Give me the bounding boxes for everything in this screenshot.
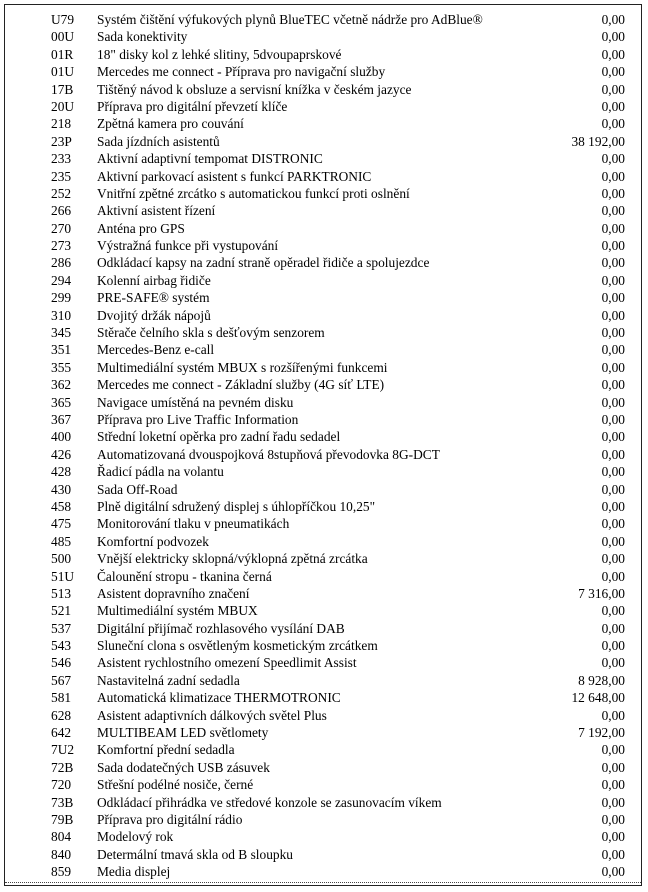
option-code: 51U [51, 568, 75, 584]
option-description: Vnější elektricky sklopná/výklopná zpětná zrcátka [97, 551, 368, 567]
option-code: 475 [51, 516, 72, 532]
option-price: 0,00 [601, 116, 625, 132]
option-code: 01U [51, 64, 75, 80]
table-row [5, 515, 641, 532]
table-row [5, 689, 641, 706]
table-row [5, 220, 641, 237]
option-description: Příprava pro digitální převzetí klíče [97, 98, 288, 114]
option-code: 458 [51, 498, 72, 514]
option-description: Čalounění stropu - tkanina černá [97, 568, 272, 584]
option-code: 642 [51, 725, 72, 741]
option-description: Media displej [97, 864, 171, 880]
option-code: 367 [51, 411, 72, 427]
option-code: U79 [51, 12, 75, 27]
table-row [5, 28, 641, 45]
option-price: 0,00 [601, 220, 625, 236]
option-description: Vnitřní zpětné zrcátko s automatickou funkcí proti oslnění [97, 185, 410, 201]
option-code: 310 [51, 307, 72, 323]
option-code: 270 [51, 220, 72, 236]
option-price: 0,00 [601, 411, 625, 427]
option-price: 12 648,00 [571, 690, 625, 706]
table-row [5, 168, 641, 185]
table-row [5, 428, 641, 445]
option-description: Řadicí pádla na volantu [97, 464, 224, 480]
option-price: 7 316,00 [578, 585, 625, 601]
option-description: Kolenní airbag řidiče [97, 272, 211, 288]
option-price: 8 928,00 [578, 672, 625, 688]
option-code: 7U2 [51, 742, 75, 758]
option-code: 00U [51, 29, 75, 45]
option-price: 7 192,00 [578, 725, 625, 741]
option-price: 0,00 [601, 446, 625, 462]
option-price: 0,00 [601, 742, 625, 758]
option-code: 430 [51, 481, 72, 497]
option-description: PRE-SAFE® systém [97, 290, 210, 306]
option-description: MULTIBEAM LED světlomety [97, 725, 269, 741]
table-row [5, 550, 641, 567]
table-row [5, 411, 641, 428]
option-price: 0,00 [601, 794, 625, 810]
table-row [5, 272, 641, 289]
option-description: Monitorování tlaku v pneumatikách [97, 516, 290, 532]
option-description: Modelový rok [97, 829, 174, 845]
table-row [5, 602, 641, 619]
option-description: Mercedes me connect - Základní služby (4G síť LTE) [97, 377, 385, 393]
option-price: 0,00 [601, 638, 625, 654]
option-code: 400 [51, 429, 72, 445]
option-price: 0,00 [601, 429, 625, 445]
option-code: 17B [51, 81, 74, 97]
option-price: 0,00 [601, 290, 625, 306]
option-price: 0,00 [601, 498, 625, 514]
option-description: 18" disky kol z lehké slitiny, 5dvoupaprskové [97, 46, 342, 62]
option-price: 0,00 [601, 603, 625, 619]
table-row [5, 324, 641, 341]
option-code: 252 [51, 185, 72, 201]
option-price: 0,00 [601, 707, 625, 723]
table-row [5, 289, 641, 306]
option-description: Multimediální systém MBUX s rozšířenými funkcemi [97, 359, 388, 375]
option-code: 537 [51, 620, 72, 636]
table-row [5, 724, 641, 741]
option-price: 0,00 [601, 272, 625, 288]
table-row [5, 672, 641, 689]
option-price: 0,00 [601, 29, 625, 45]
table-row [5, 341, 641, 358]
option-description: Asistent rychlostního omezení Speedlimit Assist [97, 655, 357, 671]
option-code: 351 [51, 342, 72, 358]
table-row [5, 81, 641, 98]
option-price: 0,00 [601, 481, 625, 497]
table-row [5, 463, 641, 480]
option-description: Multimediální systém MBUX [97, 603, 258, 619]
option-description: Sluneční clona s osvětleným kosmetickým zrcátkem [97, 638, 378, 654]
option-description: Odkládací přihrádka ve středové konzole se zasunovacím víkem [97, 794, 442, 810]
table-row [5, 11, 641, 28]
table-row [5, 776, 641, 793]
option-code: 266 [51, 203, 72, 219]
option-code: 521 [51, 603, 72, 619]
option-code: 485 [51, 533, 72, 549]
table-row [5, 863, 641, 880]
option-code: 840 [51, 846, 72, 862]
option-price: 0,00 [601, 516, 625, 532]
table-row [5, 637, 641, 654]
option-description: Příprava pro Live Traffic Information [97, 411, 299, 427]
table-row [5, 654, 641, 671]
option-description: Navigace umístěná na pevném disku [97, 394, 294, 410]
table-row [5, 794, 641, 811]
option-code: 299 [51, 290, 72, 306]
option-code: 01R [51, 46, 74, 62]
option-code: 355 [51, 359, 72, 375]
table-row [5, 63, 641, 80]
option-code: 428 [51, 464, 72, 480]
table-row [5, 46, 641, 63]
option-description: Aktivní asistent řízení [97, 203, 216, 219]
option-description: Střední loketní opěrka pro zadní řadu sedadel [97, 429, 341, 445]
table-row [5, 98, 641, 115]
table-row [5, 254, 641, 271]
option-code: 365 [51, 394, 72, 410]
option-description: Komfortní podvozek [97, 533, 209, 549]
option-description: Systém čištění výfukových plynů BlueTEC včetně nádrže pro AdBlue® [97, 12, 483, 27]
table-row [5, 359, 641, 376]
option-price: 0,00 [601, 359, 625, 375]
table-row [5, 741, 641, 758]
option-price: 0,00 [601, 151, 625, 167]
option-code: 286 [51, 255, 72, 271]
option-price: 0,00 [601, 568, 625, 584]
option-description: Anténa pro GPS [97, 220, 185, 236]
table-row [5, 620, 641, 637]
option-code: 513 [51, 585, 72, 601]
table-row [5, 498, 641, 515]
option-code: 543 [51, 638, 72, 654]
table-row [5, 811, 641, 828]
option-price: 0,00 [601, 533, 625, 549]
options-list [5, 11, 641, 881]
option-code: 20U [51, 98, 75, 114]
option-description: Asistent dopravního značení [97, 585, 250, 601]
option-code: 23P [51, 133, 72, 149]
option-price: 0,00 [601, 12, 625, 27]
option-price: 0,00 [601, 64, 625, 80]
option-description: Odkládací kapsy na zadní straně opěradel řidiče a spolujezdce [97, 255, 430, 271]
option-code: 426 [51, 446, 72, 462]
option-price: 0,00 [601, 864, 625, 880]
table-row [5, 307, 641, 324]
option-code: 546 [51, 655, 72, 671]
option-description: Automatizovaná dvouspojková 8stupňová převodovka 8G-DCT [97, 446, 440, 462]
table-row [5, 759, 641, 776]
table-row [5, 150, 641, 167]
option-description: Tištěný návod k obsluze a servisní knížka v českém jazyce [97, 81, 412, 97]
option-description: Dvojitý držák nápojů [97, 307, 211, 323]
option-price: 0,00 [601, 46, 625, 62]
table-row [5, 707, 641, 724]
table-row [5, 115, 641, 132]
option-price: 0,00 [601, 759, 625, 775]
option-price: 0,00 [601, 777, 625, 793]
table-row [5, 533, 641, 550]
option-description: Nastavitelná zadní sedadla [97, 672, 240, 688]
table-row [5, 828, 641, 845]
option-code: 79B [51, 811, 74, 827]
option-price: 38 192,00 [571, 133, 625, 149]
option-description: Stěrače čelního skla s dešťovým senzorem [97, 325, 325, 341]
table-row [5, 133, 641, 150]
option-code: 273 [51, 238, 72, 254]
option-price: 0,00 [601, 620, 625, 636]
option-code: 294 [51, 272, 72, 288]
table-row [5, 446, 641, 463]
table-row [5, 202, 641, 219]
option-code: 345 [51, 325, 72, 341]
table-row [5, 846, 641, 863]
option-code: 859 [51, 864, 72, 880]
option-code: 567 [51, 672, 72, 688]
option-price: 0,00 [601, 394, 625, 410]
option-description: Sada dodatečných USB zásuvek [97, 759, 270, 775]
option-description: Komfortní přední sedadla [97, 742, 235, 758]
option-code: 218 [51, 116, 72, 132]
option-code: 72B [51, 759, 74, 775]
option-price: 0,00 [601, 655, 625, 671]
option-price: 0,00 [601, 846, 625, 862]
option-price: 0,00 [601, 342, 625, 358]
option-price: 0,00 [601, 464, 625, 480]
option-price: 0,00 [601, 377, 625, 393]
option-code: 500 [51, 551, 72, 567]
option-description: Příprava pro digitální rádio [97, 811, 243, 827]
option-price: 0,00 [601, 185, 625, 201]
option-code: 73B [51, 794, 74, 810]
option-price: 0,00 [601, 255, 625, 271]
option-code: 804 [51, 829, 72, 845]
option-description: Mercedes-Benz e-call [97, 342, 215, 358]
option-code: 233 [51, 151, 72, 167]
option-price: 0,00 [601, 325, 625, 341]
options-table [4, 4, 642, 886]
option-description: Digitální přijímač rozhlasového vysílání DAB [97, 620, 345, 636]
option-price: 0,00 [601, 168, 625, 184]
option-price: 0,00 [601, 811, 625, 827]
table-row [5, 394, 641, 411]
option-description: Výstražná funkce při vystupování [97, 238, 279, 254]
option-description: Determální tmavá skla od B sloupku [97, 846, 293, 862]
option-code: 235 [51, 168, 72, 184]
table-row [5, 481, 641, 498]
option-price: 0,00 [601, 238, 625, 254]
table-row [5, 185, 641, 202]
option-description: Automatická klimatizace THERMOTRONIC [97, 690, 341, 706]
option-price: 0,00 [601, 98, 625, 114]
option-description: Střešní podélné nosiče, černé [97, 777, 254, 793]
option-description: Aktivní adaptivní tempomat DISTRONIC [97, 151, 323, 167]
option-description: Sada konektivity [97, 29, 188, 45]
option-price: 0,00 [601, 81, 625, 97]
option-price: 0,00 [601, 307, 625, 323]
option-description: Mercedes me connect - Příprava pro navigační služby [97, 64, 386, 80]
option-code: 720 [51, 777, 72, 793]
option-code: 628 [51, 707, 72, 723]
option-description: Aktivní parkovací asistent s funkcí PARKTRONIC [97, 168, 372, 184]
option-description: Sada jízdních asistentů [97, 133, 220, 149]
table-row [5, 237, 641, 254]
option-description: Sada Off-Road [97, 481, 178, 497]
table-row [5, 585, 641, 602]
option-description: Asistent adaptivních dálkových světel Plus [97, 707, 327, 723]
table-row [5, 568, 641, 585]
option-price: 0,00 [601, 829, 625, 845]
table-row [5, 376, 641, 393]
option-code: 581 [51, 690, 72, 706]
option-description: Zpětná kamera pro couvání [97, 116, 244, 132]
option-price: 0,00 [601, 203, 625, 219]
option-code: 362 [51, 377, 72, 393]
option-price: 0,00 [601, 551, 625, 567]
option-description: Plně digitální sdružený displej s úhlopříčkou 10,25" [97, 498, 376, 514]
